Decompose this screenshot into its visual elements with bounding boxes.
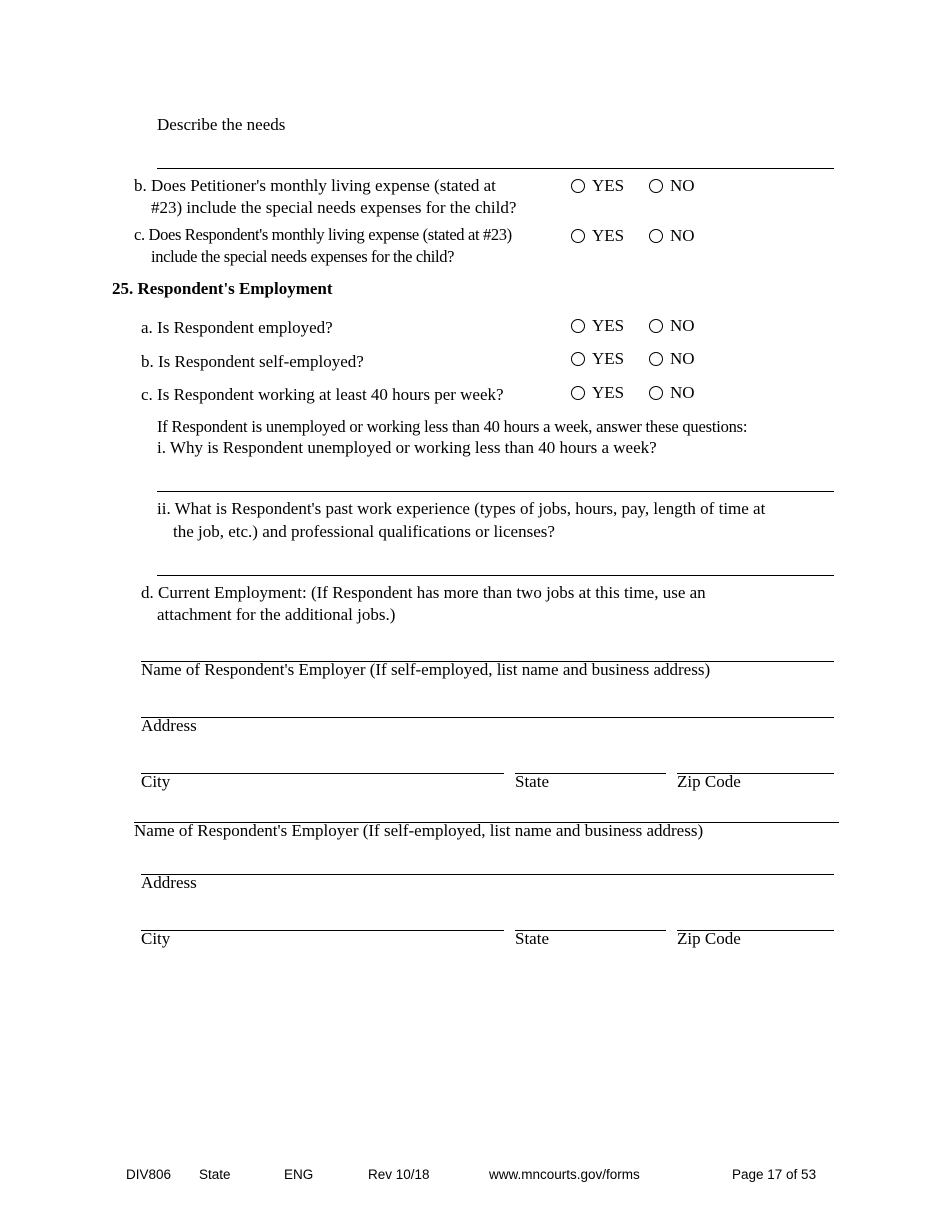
radio-circle-icon [649, 386, 663, 400]
radio-circle-icon [649, 229, 663, 243]
q25b-yes-radio[interactable]: YES [571, 349, 624, 369]
q24c-yes-radio[interactable]: YES [571, 226, 624, 246]
employer2-address-line[interactable] [141, 874, 834, 875]
radio-circle-icon [649, 319, 663, 333]
employer2-zip-label: Zip Code [677, 929, 741, 948]
section-25-title: 25. Respondent's Employment [112, 279, 333, 298]
footer-page: Page 17 of 53 [732, 1167, 817, 1182]
footer-state: State [199, 1167, 231, 1182]
employer1-address-label: Address [141, 716, 197, 735]
q24b-no-radio[interactable]: NO [649, 176, 695, 196]
radio-circle-icon [571, 179, 585, 193]
describe-needs-label: Describe the needs [157, 115, 286, 134]
q24b-line1: b. Does Petitioner's monthly living expense (stated at [134, 176, 496, 195]
q25c-i-answer-line[interactable] [157, 491, 834, 492]
employer1-city-line[interactable] [141, 773, 504, 774]
footer-lang: ENG [284, 1167, 314, 1182]
q25c-ii-answer-line[interactable] [157, 575, 834, 576]
q25a-no-radio[interactable]: NO [649, 316, 695, 336]
q25b-no-radio[interactable]: NO [649, 349, 695, 369]
employer2-state-label: State [515, 929, 549, 948]
q25d-line2: attachment for the additional jobs.) [157, 605, 396, 624]
q25c-ii-line1: ii. What is Respondent's past work experience (types of jobs, hours, pay, length of time at [157, 499, 766, 518]
q24c-no-radio[interactable]: NO [649, 226, 695, 246]
employer2-name-label: Name of Respondent's Employer (If self-employed, list name and business address) [134, 821, 704, 840]
footer-form-id: DIV806 [126, 1167, 172, 1182]
employer2-city-line[interactable] [141, 930, 504, 931]
if-unemployed-text: If Respondent is unemployed or working less than 40 hours a week, answer these questions: [157, 417, 748, 436]
q25c-no-radio[interactable]: NO [649, 383, 695, 403]
q25b-label: b. Is Respondent self-employed? [141, 352, 364, 371]
q25c-ii-line2: the job, etc.) and professional qualifications or licenses? [173, 522, 555, 541]
q25c-label: c. Is Respondent working at least 40 hours per week? [141, 385, 504, 404]
q24b-line2: #23) include the special needs expenses for the child? [151, 198, 517, 217]
radio-circle-icon [649, 352, 663, 366]
employer1-state-label: State [515, 772, 549, 791]
radio-circle-icon [571, 229, 585, 243]
employer1-address-line[interactable] [141, 717, 834, 718]
radio-circle-icon [571, 352, 585, 366]
employer1-zip-label: Zip Code [677, 772, 741, 791]
employer2-address-label: Address [141, 873, 197, 892]
radio-circle-icon [571, 386, 585, 400]
radio-circle-icon [571, 319, 585, 333]
q24c-line2: include the special needs expenses for the child? [151, 247, 455, 266]
q25a-label: a. Is Respondent employed? [141, 318, 333, 337]
footer-url: www.mncourts.gov/forms [489, 1167, 640, 1182]
employer2-city-label: City [141, 929, 171, 948]
q24b-yes-radio[interactable]: YES [571, 176, 624, 196]
radio-circle-icon [649, 179, 663, 193]
q25c-i-label: i. Why is Respondent unemployed or working less than 40 hours a week? [157, 438, 657, 457]
q24c-line1: c. Does Respondent's monthly living expense (stated at #23) [134, 225, 512, 244]
q25d-line1: d. Current Employment: (If Respondent has more than two jobs at this time, use an [141, 583, 706, 602]
employer1-name-label: Name of Respondent's Employer (If self-employed, list name and business address) [141, 660, 711, 679]
footer-rev: Rev 10/18 [368, 1167, 430, 1182]
q25c-yes-radio[interactable]: YES [571, 383, 624, 403]
q25a-yes-radio[interactable]: YES [571, 316, 624, 336]
describe-needs-line[interactable] [157, 168, 834, 169]
employer1-city-label: City [141, 772, 171, 791]
